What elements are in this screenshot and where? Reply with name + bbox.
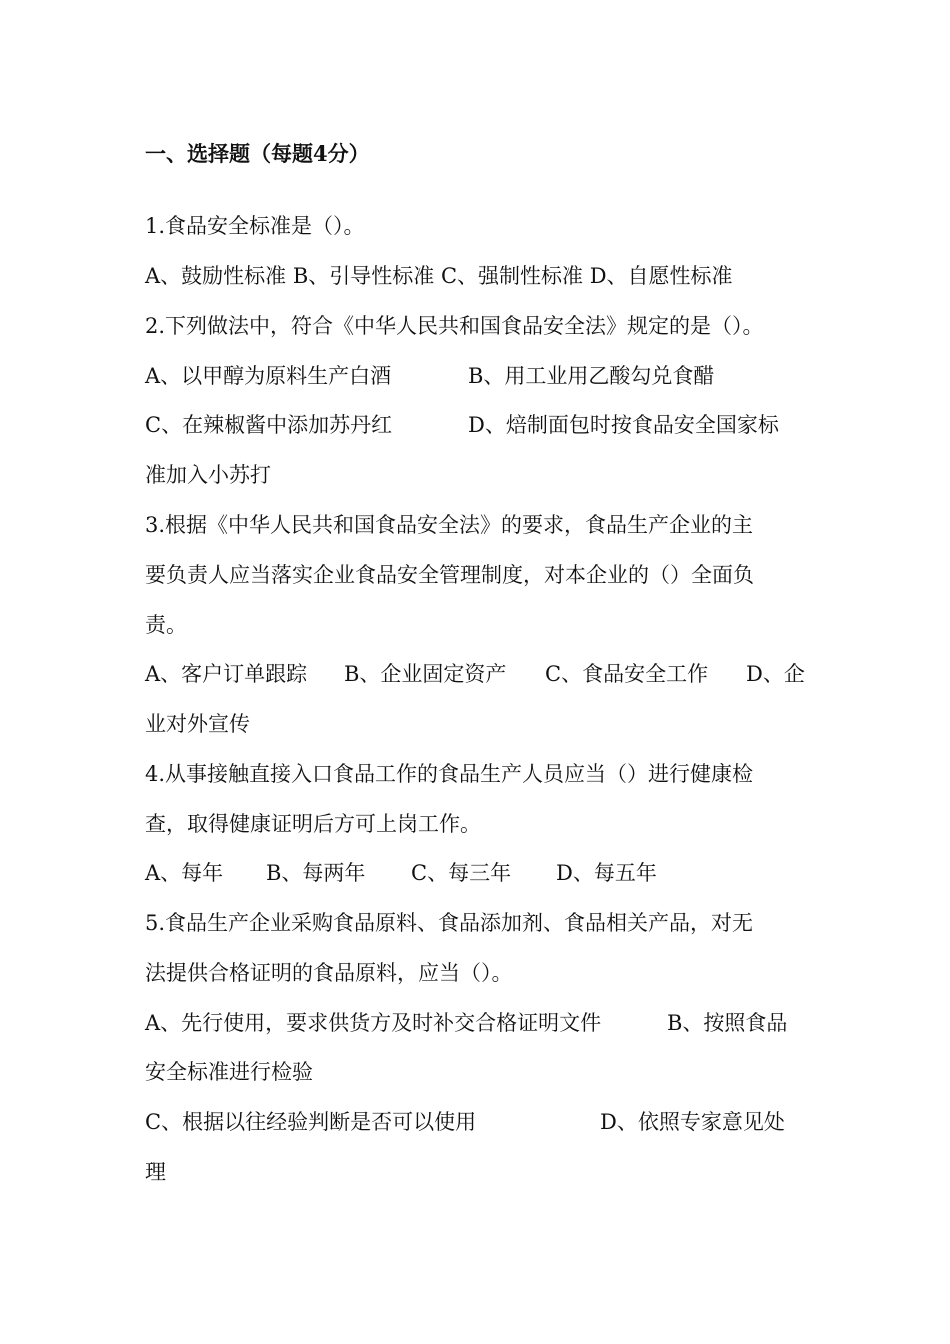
section-title: 一、选择题（每题4分）: [145, 141, 370, 166]
question-2-option-b: B、用工业用乙酸勾兑食醋: [468, 364, 715, 388]
question-5-stem-line-2: 法提供合格证明的食品原料，应当（）。: [145, 961, 513, 985]
question-3-stem-line-1: 3.根据《中华人民共和国食品安全法》的要求，食品生产企业的主: [145, 513, 754, 537]
question-1-stem: 1.食品安全标准是（）。: [145, 214, 365, 238]
question-3-option-d-continued: 业对外宣传: [145, 712, 250, 736]
question-3-option-b: B、企业固定资产: [344, 662, 507, 686]
question-2-option-d: D、焙制面包时按食品安全国家标: [468, 413, 779, 437]
question-4-option-b: B、每两年: [266, 861, 366, 885]
question-2-option-c: C、在辣椒酱中添加苏丹红: [145, 413, 393, 437]
question-5-option-a: A、先行使用，要求供货方及时补交合格证明文件: [145, 1011, 602, 1035]
question-3-option-d: D、企: [746, 662, 805, 686]
question-5-option-b-continued: 安全标准进行检验: [145, 1060, 313, 1084]
question-4-option-d: D、每五年: [556, 861, 657, 885]
question-4-option-a: A、每年: [145, 861, 224, 885]
question-3-option-c: C、食品安全工作: [545, 662, 709, 686]
question-5-option-b: B、按照食品: [667, 1011, 788, 1035]
question-4-stem-line-2: 查，取得健康证明后方可上岗工作。: [145, 812, 481, 836]
question-5-stem-line-1: 5.食品生产企业采购食品原料、食品添加剂、食品相关产品，对无: [145, 911, 754, 935]
question-3-stem-line-3: 责。: [145, 613, 187, 637]
question-5-option-c: C、根据以往经验判断是否可以使用: [145, 1110, 477, 1134]
question-4-option-c: C、每三年: [411, 861, 512, 885]
question-3-stem-line-2: 要负责人应当落实企业食品安全管理制度，对本企业的（）全面负: [145, 563, 754, 587]
question-4-stem-line-1: 4.从事接触直接入口食品工作的食品生产人员应当（）进行健康检: [145, 762, 754, 786]
question-5-option-d-continued: 理: [145, 1160, 166, 1184]
question-1-options: A、鼓励性标准 B、引导性标准 C、强制性标准 D、自愿性标准: [145, 264, 733, 288]
question-3-option-a: A、客户订单跟踪: [145, 662, 308, 686]
question-2-option-a: A、以甲醇为原料生产白酒: [145, 364, 392, 388]
question-5-option-d: D、依照专家意见处: [600, 1110, 785, 1134]
question-2-option-d-continued: 准加入小苏打: [145, 463, 271, 487]
question-2-stem: 2.下列做法中，符合《中华人民共和国食品安全法》规定的是（）。: [145, 314, 764, 338]
